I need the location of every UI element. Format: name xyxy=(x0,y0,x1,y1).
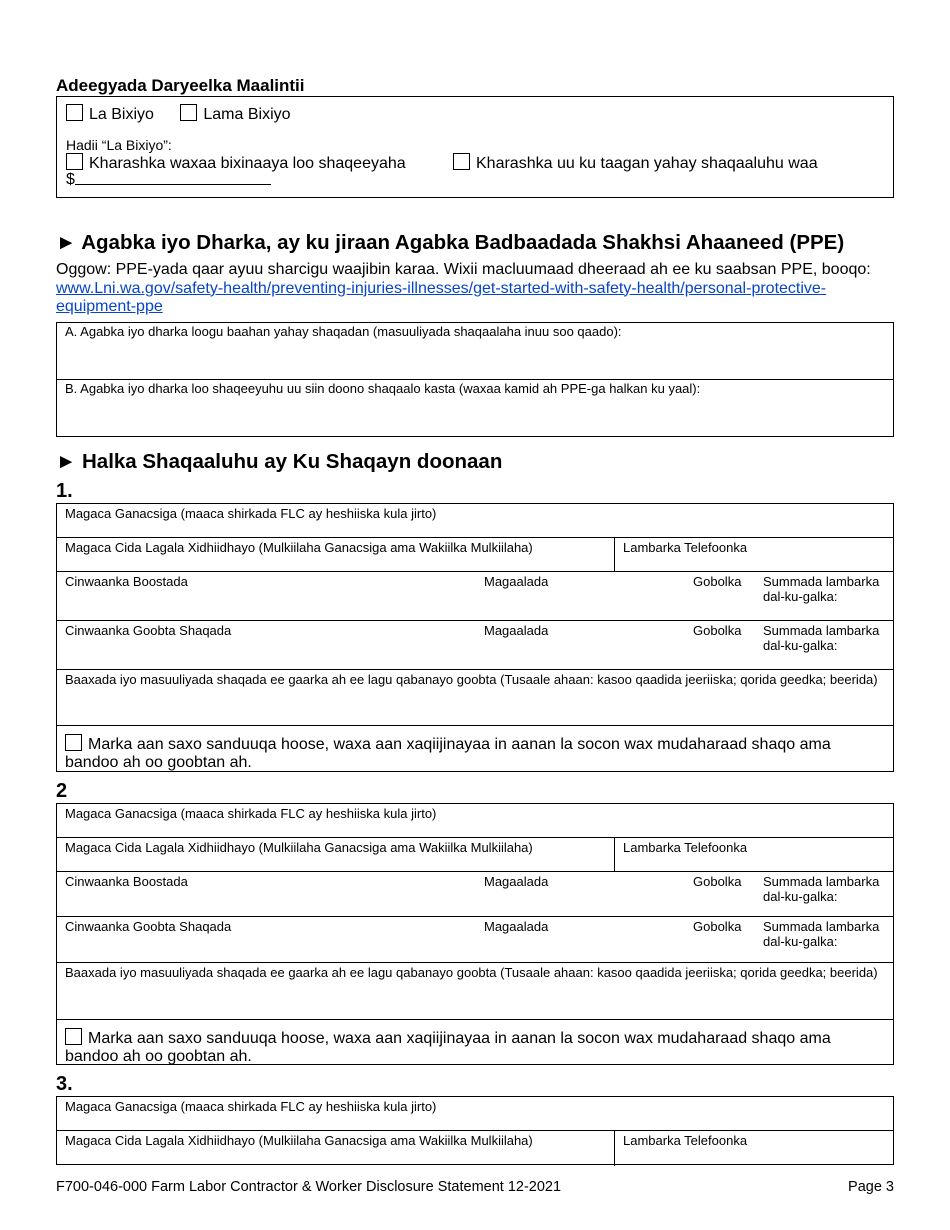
ppe-section-title: ► Agabka iyo Dharka, ay ku jiraan Agabka Badbaadada Shakhsi Ahaaneed (PPE) xyxy=(56,231,845,254)
location-block-1 xyxy=(56,503,894,772)
work-state-field[interactable]: Gobolka xyxy=(693,623,742,638)
labor-dispute-confirm[interactable]: Marka aan saxo sanduuqa hoose, waxa aan xaqiijinayaa in aanan la socon wax mudaharaad shaqo ama bandoo ah oo goobtan ah. xyxy=(65,1030,831,1065)
phone-field[interactable]: Lambarka Telefoonka xyxy=(623,1133,748,1148)
ppe-note: Oggow: PPE-yada qaar ayuu sharcigu waajibin karaa. Wixii macluumaad dheeraad ah ee ku saabsan PPE, booqo: www.Lni.wa.gov/safety-health/preventing-injuries-illnesses/get-started-with-safety-health/personal-protective-equipment-ppe xyxy=(56,261,871,315)
legal-name-row xyxy=(57,838,893,872)
work-address-row xyxy=(57,621,893,670)
work-zip-field[interactable]: Summada lambarka dal-ku-galka: xyxy=(763,919,880,949)
employer-pays-checkbox[interactable] xyxy=(66,153,83,170)
legal-name-field[interactable]: Magaca Cida Lagala Xidhiidhayo (Mulkiilaha Ganacsiga ama Wakiilka Mulkiilaha) xyxy=(65,1133,533,1148)
mailing-address-field[interactable]: Cinwaanka Boostada xyxy=(65,874,188,889)
ppe-table xyxy=(56,322,894,437)
location-block-3 xyxy=(56,1096,894,1165)
city-field[interactable]: Magaalada xyxy=(484,874,549,889)
labor-dispute-confirm[interactable]: Marka aan saxo sanduuqa hoose, waxa aan xaqiijinayaa in aanan la socon wax mudaharaad shaqo ama bandoo ah oo goobtan ah. xyxy=(65,736,831,771)
grower-name-row[interactable]: Magaca Ganacsiga (maaca shirkada FLC ay heshiiska kula jirto) xyxy=(57,504,893,538)
duties-row[interactable]: Baaxada iyo masuuliyada shaqada ee gaarka ah ee lagu qabanayo goobta (Tusaale ahaan: kasoo qaadida jeeriiska; qorida geedka; beerida) xyxy=(57,670,893,726)
location-number-3: 3. xyxy=(56,1073,73,1095)
if-provided-label: Hadii “La Bixiyo”: xyxy=(66,137,172,153)
legal-name-row xyxy=(57,538,893,572)
child-care-title: Adeegyada Daryeelka Maalintii xyxy=(56,76,305,95)
grower-name-row[interactable]: Magaca Ganacsiga (maaca shirkada FLC ay heshiiska kula jirto) xyxy=(57,1097,893,1131)
form-id-footer: F700-046-000 Farm Labor Contractor & Worker Disclosure Statement 12-2021 xyxy=(56,1179,562,1195)
not-provided-option[interactable]: Lama Bixiyo xyxy=(180,106,290,123)
worker-pays-option[interactable]: Kharashka uu ku taagan yahay shaqaaluhu waa xyxy=(453,153,818,173)
work-address-field[interactable]: Cinwaanka Goobta Shaqada xyxy=(65,919,232,934)
labor-dispute-checkbox[interactable] xyxy=(65,1028,82,1045)
labor-dispute-checkbox[interactable] xyxy=(65,734,82,751)
work-zip-field[interactable]: Summada lambarka dal-ku-galka: xyxy=(763,623,880,653)
provided-checkbox[interactable] xyxy=(66,104,83,121)
mailing-address-row xyxy=(57,872,893,917)
work-city-field[interactable]: Magaalada xyxy=(484,919,549,934)
cost-field[interactable]: $ xyxy=(66,171,271,189)
ppe-link[interactable]: www.Lni.wa.gov/safety-health/preventing-injuries-illnesses/get-started-with-safety-health/personal-protective-equipment-ppe xyxy=(56,279,827,315)
location-number-1: 1. xyxy=(56,480,73,502)
mailing-address-row xyxy=(57,572,893,621)
page-number: Page 3 xyxy=(848,1179,894,1195)
employer-pays-option[interactable]: Kharashka waxaa bixinaaya loo shaqeeyaha xyxy=(66,153,406,173)
location-number-2: 2 xyxy=(56,780,68,802)
work-address-field[interactable]: Cinwaanka Goobta Shaqada xyxy=(65,623,232,638)
work-state-field[interactable]: Gobolka xyxy=(693,919,742,934)
not-provided-checkbox[interactable] xyxy=(180,104,197,121)
zip-field[interactable]: Summada lambarka dal-ku-galka: xyxy=(763,874,880,904)
child-care-options xyxy=(66,104,313,124)
provided-option[interactable]: La Bixiyo xyxy=(66,106,154,123)
state-field[interactable]: Gobolka xyxy=(693,574,742,589)
location-block-2 xyxy=(56,803,894,1065)
state-field[interactable]: Gobolka xyxy=(693,874,742,889)
legal-name-row xyxy=(57,1131,893,1166)
mailing-address-field[interactable]: Cinwaanka Boostada xyxy=(65,574,188,589)
duties-row[interactable]: Baaxada iyo masuuliyada shaqada ee gaarka ah ee lagu qabanayo goobta (Tusaale ahaan: kasoo qaadida jeeriiska; qorida geedka; beerida) xyxy=(57,963,893,1020)
legal-name-field[interactable]: Magaca Cida Lagala Xidhiidhayo (Mulkiilaha Ganacsiga ama Wakiilka Mulkiilaha) xyxy=(65,540,533,555)
ppe-row-a[interactable]: A. Agabka iyo dharka loogu baahan yahay shaqadan (masuuliyada shaqaalaha inuu soo qaado): xyxy=(57,323,893,380)
zip-field[interactable]: Summada lambarka dal-ku-galka: xyxy=(763,574,880,604)
phone-field[interactable]: Lambarka Telefoonka xyxy=(623,540,748,555)
ppe-row-b[interactable]: B. Agabka iyo dharka loo shaqeeyuhu uu siin doono shaqaalo kasta (waxaa kamid ah PPE-ga halkan ku yaal): xyxy=(65,381,701,396)
cost-input-line[interactable] xyxy=(75,171,271,185)
work-city-field[interactable]: Magaalada xyxy=(484,623,549,638)
work-address-row xyxy=(57,917,893,963)
grower-name-row[interactable]: Magaca Ganacsiga (maaca shirkada FLC ay heshiiska kula jirto) xyxy=(57,804,893,838)
worker-pays-checkbox[interactable] xyxy=(453,153,470,170)
phone-field[interactable]: Lambarka Telefoonka xyxy=(623,840,748,855)
legal-name-field[interactable]: Magaca Cida Lagala Xidhiidhayo (Mulkiilaha Ganacsiga ama Wakiilka Mulkiilaha) xyxy=(65,840,533,855)
work-locations-title: ► Halka Shaqaaluhu ay Ku Shaqayn doonaan xyxy=(56,450,503,473)
child-care-box xyxy=(56,96,894,198)
city-field[interactable]: Magaalada xyxy=(484,574,549,589)
